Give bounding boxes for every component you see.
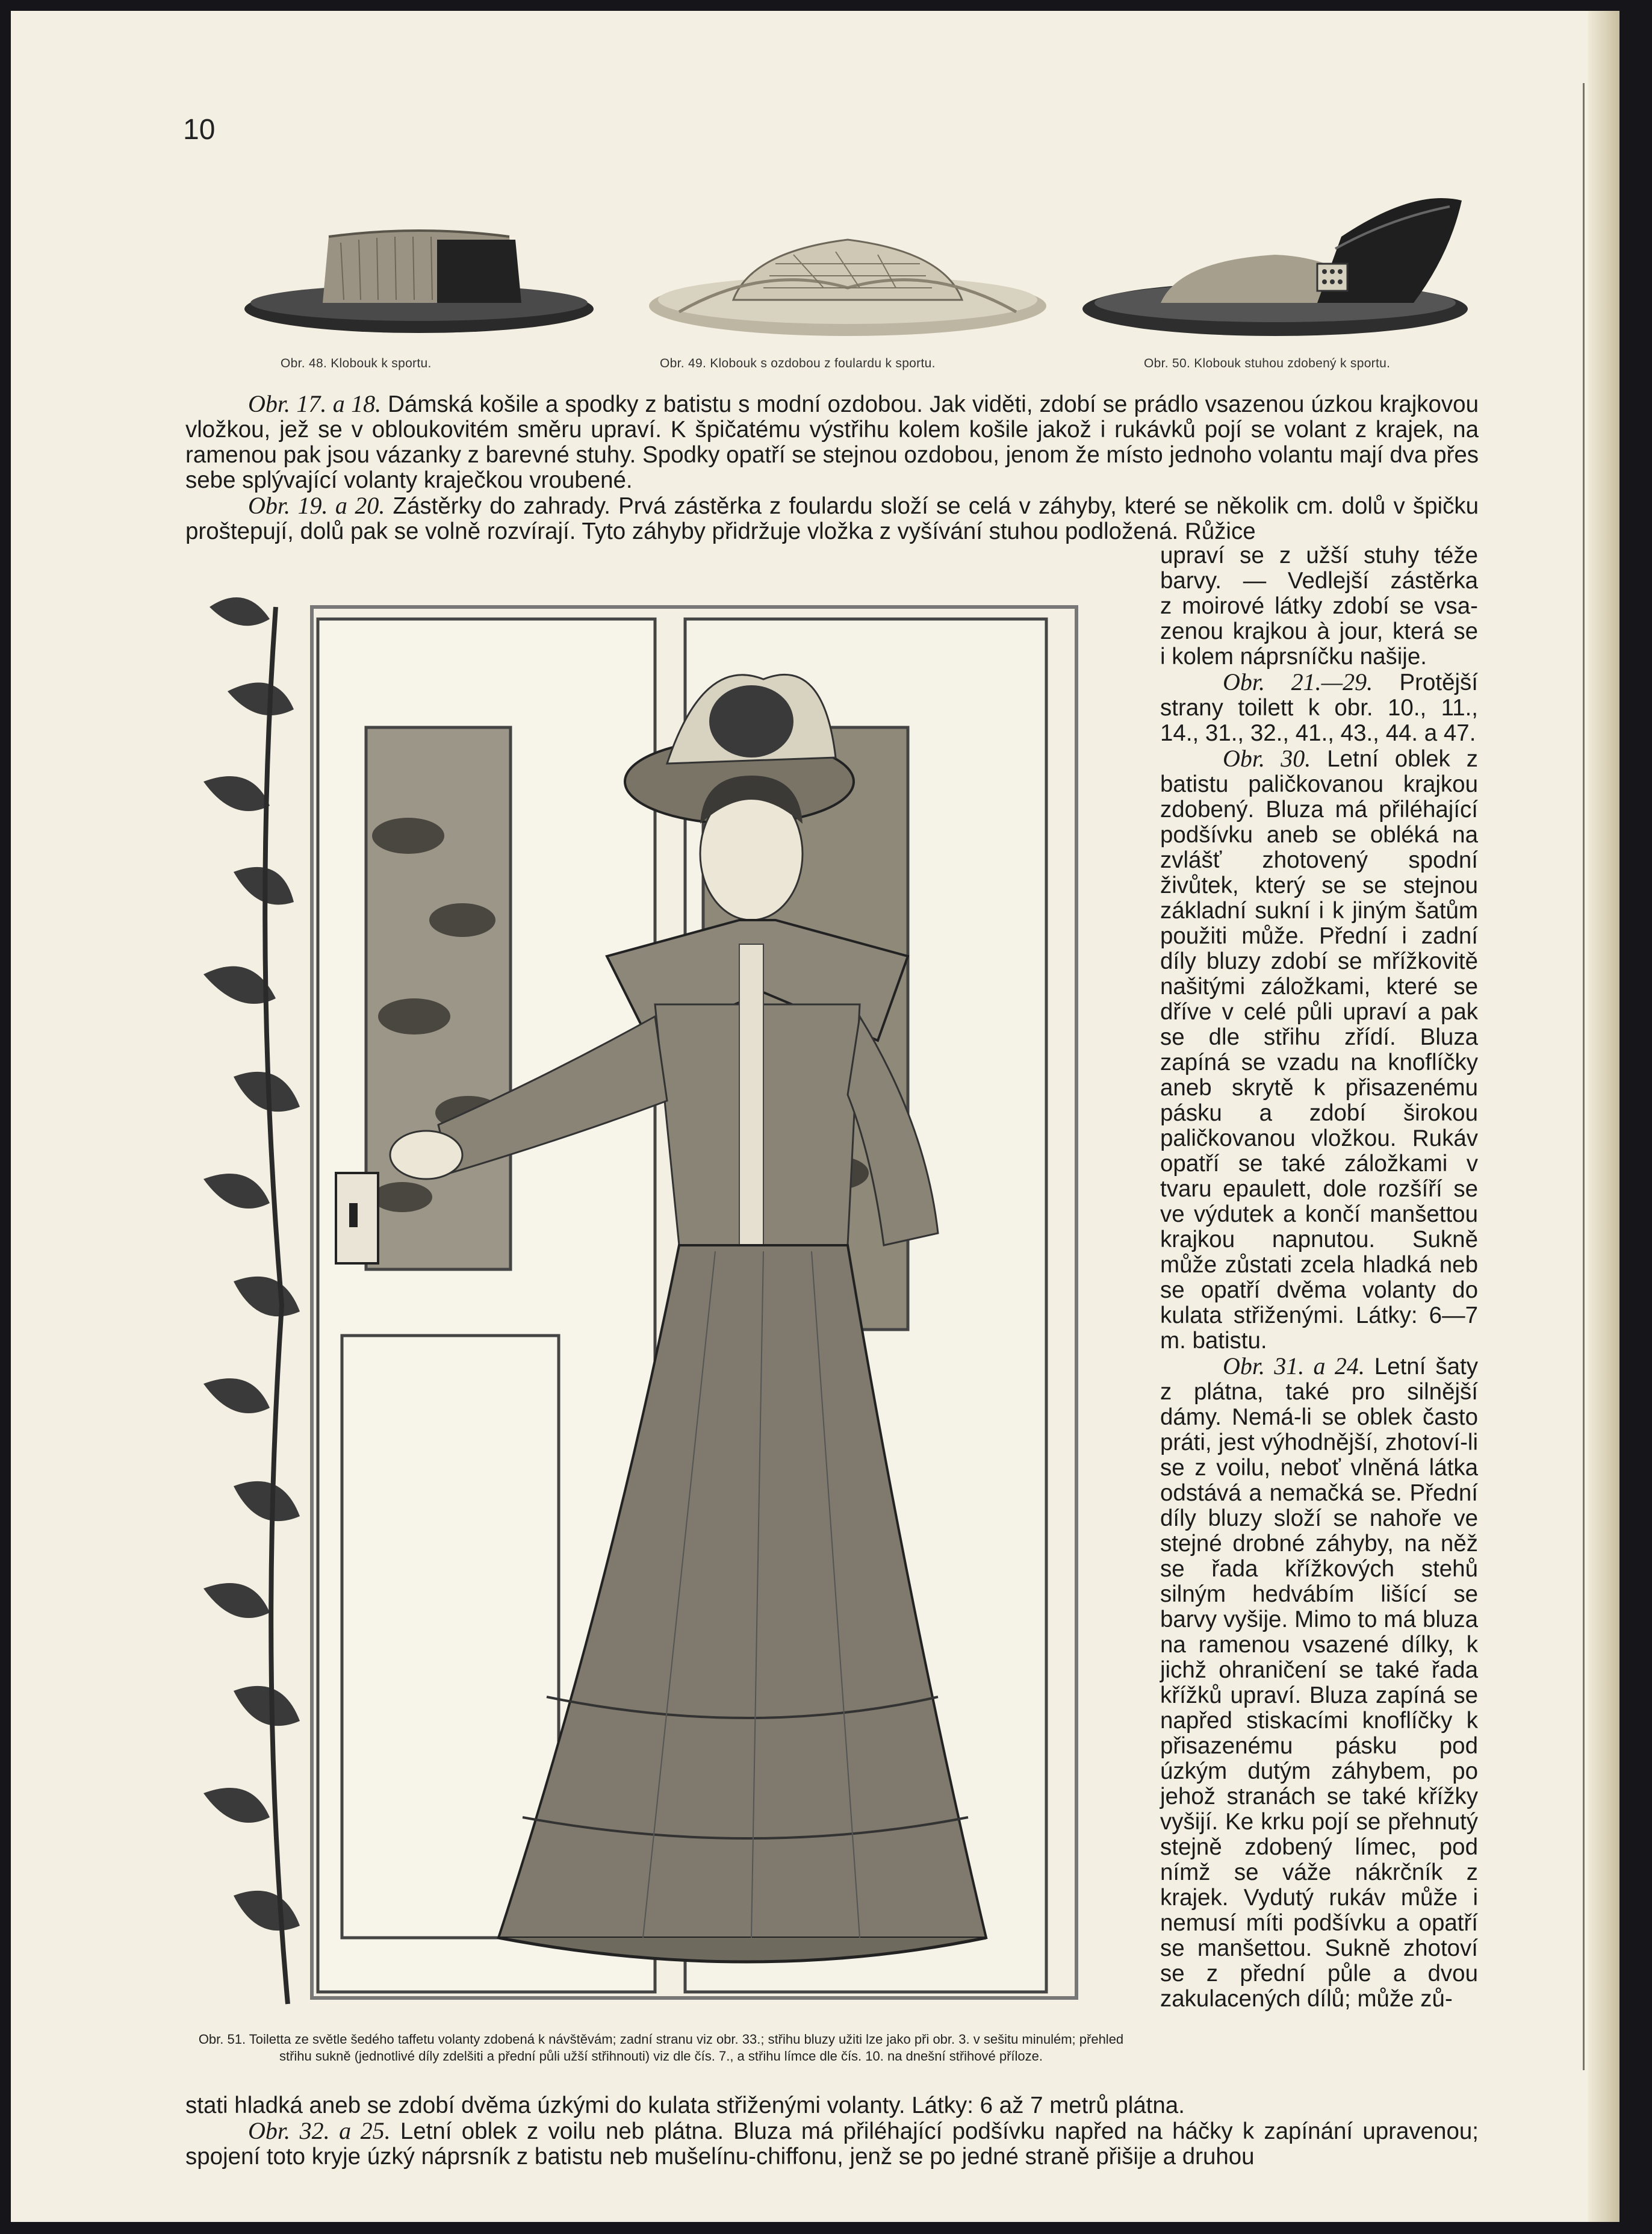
paragraph-obr-21-29 xyxy=(1160,670,1478,746)
column-line: upraví se z užší stuhy téže xyxy=(1160,543,1478,568)
column-line: barvy. — Vedlejší zástěrka xyxy=(1160,568,1478,594)
paragraph-obr-32-25 xyxy=(185,2118,1479,2170)
paragraph-text: Dámská košile a spodky z batistu s modní ozdobou. Jak viděti, zdobí se prádlo vsazenou úzkou krajkovou vložkou, jež se v obloukovitém směru upraví. K špičatému výstřihu kolem košile jakož i rukávků pojí se volant z krajek, na ramenou pak jsou vázanky z barevné stuhy. Spodky opatří se stejnou ozdobou, jenom že místo jednoho volantu mají dva přes sebe splývající volanty kraječkou vroubené. xyxy=(185,391,1479,493)
paragraph-obr-17-18 xyxy=(185,391,1479,493)
figure-ref: Obr. 31. a 24. xyxy=(1223,1352,1365,1380)
magazine-page xyxy=(11,11,1619,2222)
fashion-illustration-obr-51 xyxy=(185,583,1143,2022)
figure-caption-obr-51: Obr. 51. Toiletta ze světle šedého taffetu volanty zdobená k návštěvám; zadní stranu viz obr. 33.; střihu bluzy užiti lze jako při obr. 3. v sešitu minulém; přehled střihu sukně (jednotlivé díly zdelšiti a přední půli užší střihnouti) viz dle čís. 7., a střihu límce dle čís. 10. na dnešní střihové příloze. xyxy=(198,2032,1124,2064)
paragraph-obr-19-20 xyxy=(185,493,1479,544)
column-line: zenou krajkou à jour, která se xyxy=(1160,618,1478,644)
paragraph-text: Letní oblek z voilu neb plátna. Bluza má přiléhající podšívku napřed na háčky k zapínání upravenou; spojení toto kryje úzký náprsník z batistu neb mušelínu-chiffonu, jenž se po jedné straně přišije a druhou xyxy=(185,2118,1479,2170)
hat-caption-50: Obr. 50. Klobouk stuhou zdobený k sportu. xyxy=(1144,356,1391,370)
figure-ref: Obr. 21.—29. xyxy=(1223,668,1373,695)
hat-illustration-50 xyxy=(1076,182,1510,345)
figure-ref: Obr. 19. a 20. xyxy=(248,492,385,519)
hat-illustration-49 xyxy=(643,228,1052,342)
spine-fold-line xyxy=(1583,83,1585,2070)
top-paragraphs xyxy=(185,391,1479,544)
page-spine-edge xyxy=(1588,11,1619,2222)
bottom-continuation-line: stati hladká aneb se zdobí dvěma úzkými do kulata střiženými volanty. Látky: 6 až 7 metrů plátna. xyxy=(185,2092,1185,2118)
bottom-text xyxy=(185,2093,1479,2170)
paragraph-text: Letní šaty z plátna, také pro silnější dámy. Nemá-li se oblek často práti, jest výhodnější, zhotoví-li se z voilu, neboť vlněná látka odstává a nemačká se. Přední díly bluzy složí se nahoře ve stejné drobné záhyby, na něž se řada křížkových stehů silným hedvábím lišící se barvy vyšije. Mimo to má bluza na ramenou vsazené dílky, k jichž ohraničení se také řada křížků upraví. Bluza zapíná se napřed stiskacími knoflíčky k přisazenému pásku pod úzkým dutým záhybem, po jehož stranách se také křížky vyšijí. Ke krku pojí se přehnutý stejně zdobený límec, pod nímž se váže nákrčník z krajek. Vydutý rukáv může i nemusí míti podšívku a opatří se manšettou. Sukně zhotoví se z přední půle a dvou zakulacených dílů; může zů- xyxy=(1160,1354,1478,2012)
paragraph-obr-30 xyxy=(1160,746,1478,1354)
column-line: i kolem náprsníčku našije. xyxy=(1160,644,1427,670)
paragraph-obr-31-24 xyxy=(1160,1354,1478,2012)
figure-ref: Obr. 17. a 18. xyxy=(248,390,382,417)
hat-caption-48: Obr. 48. Klobouk k sportu. xyxy=(281,356,432,370)
figure-ref: Obr. 30. xyxy=(1223,745,1311,772)
right-column xyxy=(1160,543,1478,2012)
hat-caption-49: Obr. 49. Klobouk s ozdobou z foulardu k sportu. xyxy=(660,356,936,370)
hat-illustration-48 xyxy=(238,213,600,351)
paragraph-text: Letní oblek z batistu paličkovanou krajkou zdobený. Bluza má přiléhající podšívku aneb se obléká na zvlášť zhotovený spodní živůtek, který se se stejnou základní sukní i k jiným šatům použiti může. Přední i zadní díly bluzy zdobí se mřížkovitě našitými záložkami, které se dříve v celé půli upraví a pak se dle střihu zřídí. Bluza zapíná se vzadu na knoflíčky aneb skrytě k přisazenému pásku a zdobí širokou paličkovanou vložkou. Rukáv opatří se také záložkami v tvaru epaulett, dole rozšíří se ve výdutek a končí manšettou krajkou napnutou. Sukně může zůstati zcela hladká neb se opatří dvěma volanty do kulata střiženými. Látky: 6—7 m. batistu. xyxy=(1160,746,1478,1354)
paragraph-text: Protější strany toilett k obr. 10., 11., 14., 31., 32., 41., 43., 44. a 47. xyxy=(1160,670,1478,746)
page-number: 10 xyxy=(183,114,216,146)
figure-ref: Obr. 32. a 25. xyxy=(248,2117,391,2144)
paragraph-text: Zástěrky do zahrady. Prvá zástěrka z foulardu složí se celá v záhyby, které se několik cm. dolů v špičku proštepují, dolů pak se volně rozvírají. Tyto záhyby přidržuje vložka z vyšívání stuhou podložená. Růžice xyxy=(185,493,1479,544)
column-line: z moirové látky zdobí se vsa- xyxy=(1160,593,1478,619)
